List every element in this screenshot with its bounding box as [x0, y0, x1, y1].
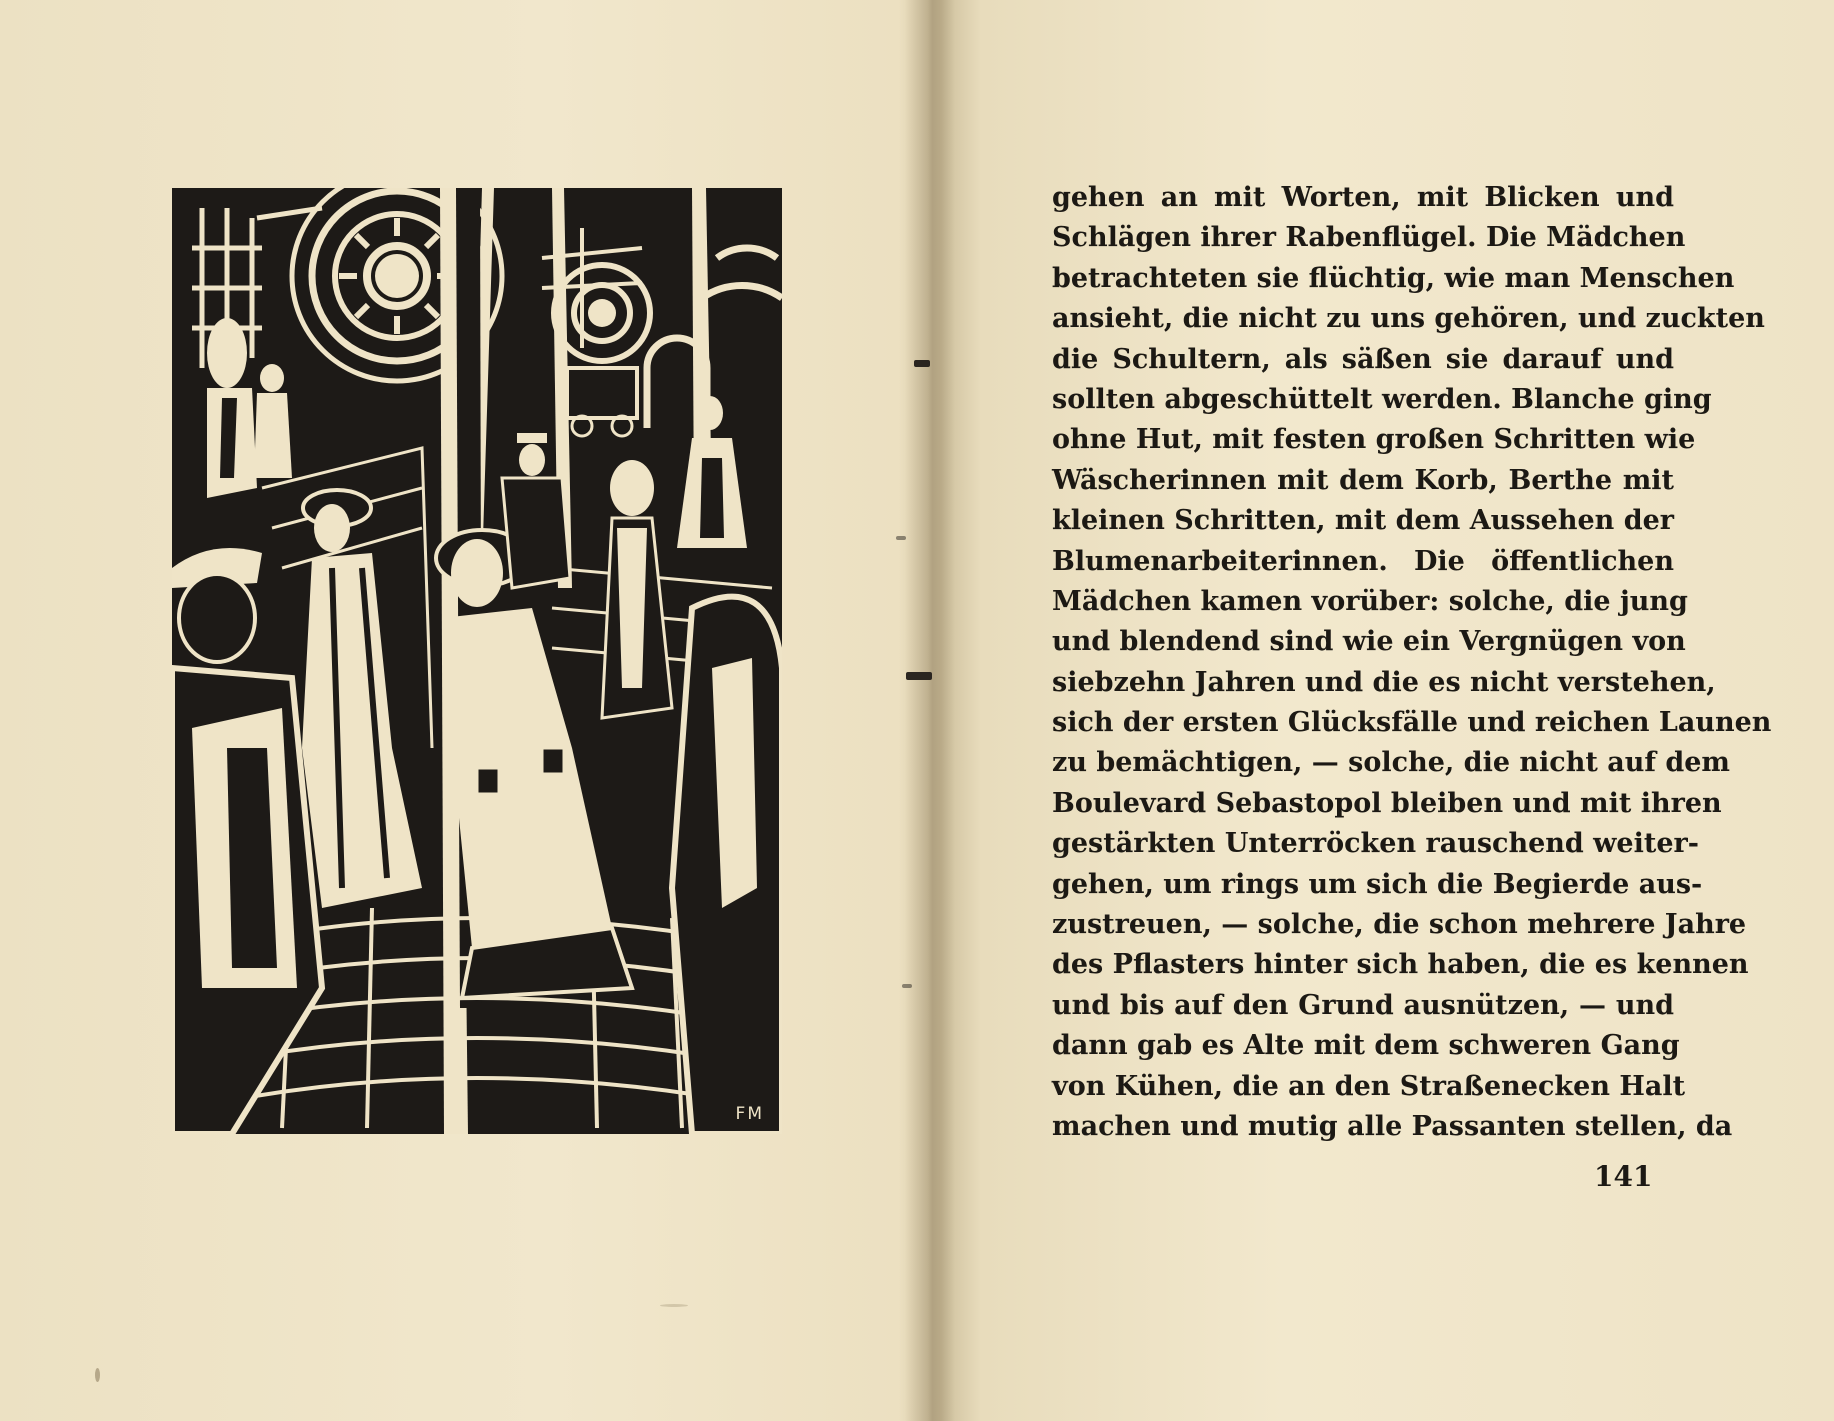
text-line: gehen an mit Worten, mit Blicken und [1052, 182, 1674, 213]
text-line: betrachteten sie flüchtig, wie man Menschen [1052, 262, 1735, 294]
binding-stitch [906, 672, 932, 680]
binding-stitch [914, 360, 930, 367]
text-line: sich der ersten Glücksfälle und reichen Launen [1052, 707, 1772, 739]
binding-stitch [902, 984, 912, 988]
text-line: zustreuen, — solche, die schon mehrere Jahre [1052, 909, 1747, 941]
text-line: gestärkten Unterröcken rauschend weiter- [1052, 828, 1699, 860]
binding-stitch [896, 536, 906, 540]
text-line: dann gab es Alte mit dem schweren Gang [1052, 1030, 1680, 1062]
text-line: Blumenarbeiterinnen. Die öffentlichen [1052, 545, 1674, 577]
text-line: Schlägen ihrer Rabenflügel. Die Mädchen [1052, 222, 1686, 254]
text-line: Mädchen kamen vorüber: solche, die jung [1052, 585, 1688, 617]
text-line: Boulevard Sebastopol bleiben und mit ihren [1052, 787, 1722, 819]
text-line: ohne Hut, mit festen großen Schritten wie [1052, 424, 1696, 456]
text-line: Wäscherinnen mit dem Korb, Berthe mit [1052, 464, 1674, 496]
text-line: siebzehn Jahren und die es nicht verstehen, [1052, 666, 1716, 698]
text-line: zu bemächtigen, — solche, die nicht auf dem [1052, 747, 1730, 779]
illustration-monogram: FM [735, 1104, 764, 1124]
text-line: sollten abgeschüttelt werden. Blanche ging [1052, 383, 1712, 415]
book-gutter [905, 0, 955, 1421]
text-line: und blendend sind wie ein Vergnügen von [1052, 626, 1686, 658]
text-line: von Kühen, die an den Straßenecken Halt [1052, 1070, 1686, 1102]
text-line: und bis auf den Grund ausnützen, — und [1052, 989, 1674, 1021]
text-line: ansieht, die nicht zu uns gehören, und zuckten [1052, 303, 1765, 335]
paper-speck [660, 1304, 688, 1307]
woodcut-illustration [172, 188, 782, 1134]
text-line: die Schultern, als säßen sie darauf und [1052, 343, 1674, 375]
text-line: machen und mutig alle Passanten stellen, da [1052, 1110, 1733, 1142]
page-number: 141 [1594, 1160, 1653, 1193]
text-line: gehen, um rings um sich die Begierde aus- [1052, 868, 1703, 900]
text-line: des Pflasters hinter sich haben, die es kennen [1052, 949, 1749, 981]
paper-speck [95, 1368, 100, 1382]
woodcut-street-scene-icon [172, 188, 782, 1134]
page-text-block [1052, 178, 1772, 1147]
text-line: kleinen Schritten, mit dem Aussehen der [1052, 505, 1674, 537]
